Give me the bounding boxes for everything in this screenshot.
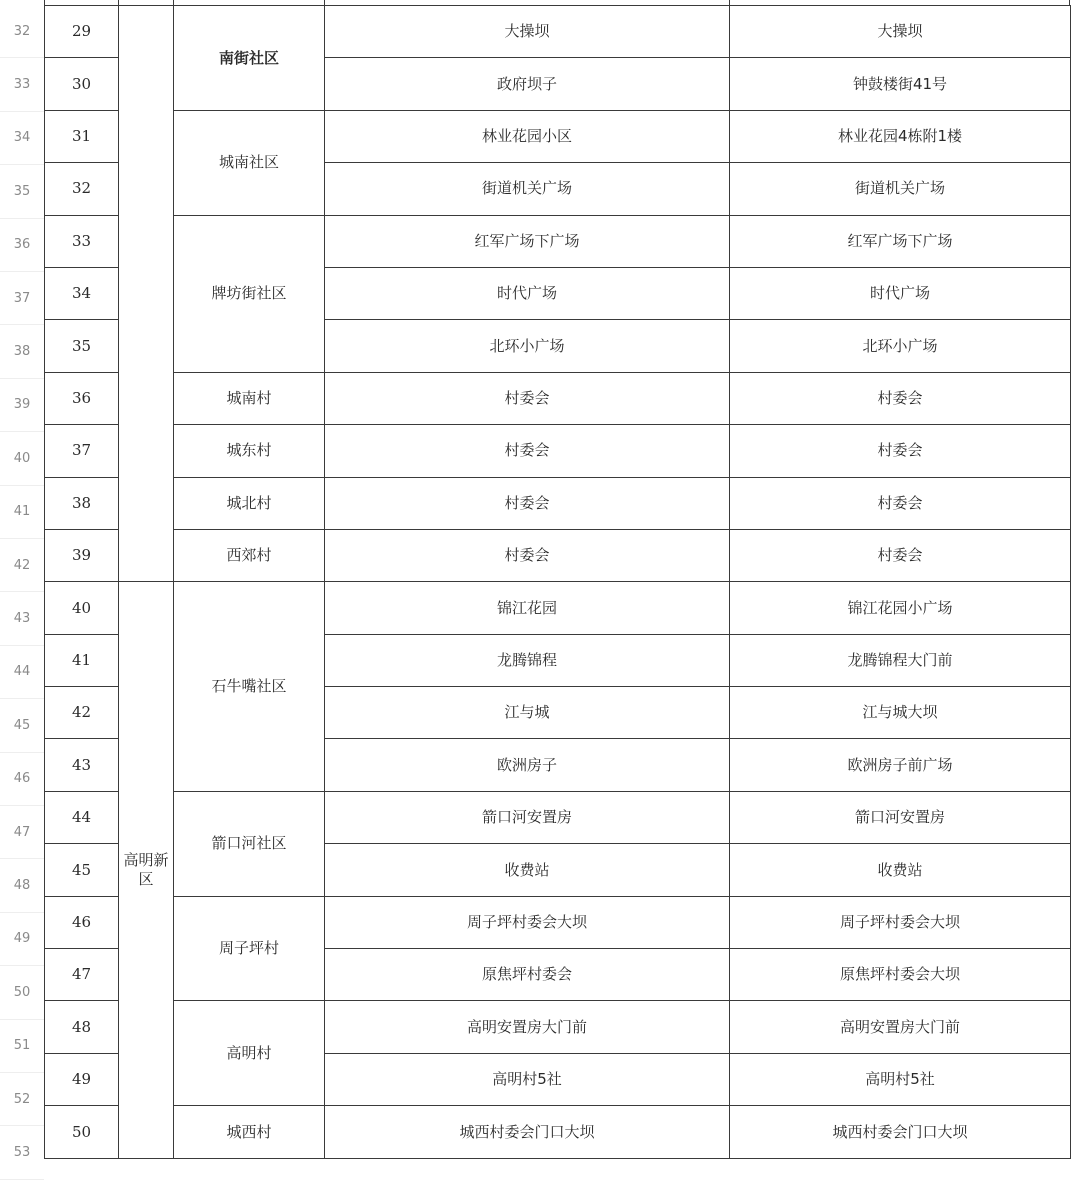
community-cell: 石牛嘴社区 (174, 582, 325, 792)
community-cell: 城北村 (174, 477, 325, 529)
area-cell: 高明新区 (119, 582, 174, 1158)
row-number: 40 (0, 432, 44, 485)
distribution-site-table (44, 5, 1071, 1159)
table-row (45, 529, 1071, 581)
site-cell: 政府坝子 (325, 58, 730, 110)
site-cell: 欧洲房子 (325, 739, 730, 791)
row-number: 38 (0, 325, 44, 378)
address-cell: 周子坪村委会大坝 (730, 896, 1071, 948)
row-number: 48 (0, 859, 44, 912)
row-number: 34 (0, 112, 44, 165)
address-cell: 大操坝 (730, 6, 1071, 58)
table-row (45, 6, 1071, 58)
row-number: 32 (0, 5, 44, 58)
address-cell: 林业花园4栋附1楼 (730, 110, 1071, 162)
site-cell: 林业花园小区 (325, 110, 730, 162)
site-cell: 时代广场 (325, 267, 730, 319)
table-row (45, 477, 1071, 529)
address-cell: 红军广场下广场 (730, 215, 1071, 267)
site-cell: 江与城 (325, 687, 730, 739)
address-cell: 高明安置房大门前 (730, 1001, 1071, 1053)
serial-number-cell: 39 (45, 529, 119, 581)
site-cell: 原焦坪村委会 (325, 949, 730, 1001)
area-cell (119, 6, 174, 582)
address-cell: 城西村委会门口大坝 (730, 1106, 1071, 1158)
row-number: 49 (0, 913, 44, 966)
serial-number-cell: 44 (45, 791, 119, 843)
community-cell: 城南村 (174, 372, 325, 424)
address-cell: 高明村5社 (730, 1053, 1071, 1105)
community-cell: 南街社区 (174, 6, 325, 111)
serial-number-cell: 34 (45, 267, 119, 319)
row-number: 35 (0, 165, 44, 218)
site-cell: 村委会 (325, 477, 730, 529)
row-number: 51 (0, 1020, 44, 1073)
site-cell: 城西村委会门口大坝 (325, 1106, 730, 1158)
table-row (45, 215, 1071, 267)
table-row (45, 582, 1071, 634)
row-number: 53 (0, 1126, 44, 1179)
address-cell: 钟鼓楼街41号 (730, 58, 1071, 110)
community-cell: 高明村 (174, 1001, 325, 1106)
row-number: 46 (0, 753, 44, 806)
site-cell: 收费站 (325, 844, 730, 896)
row-number: 37 (0, 272, 44, 325)
row-number: 45 (0, 699, 44, 752)
site-cell: 箭口河安置房 (325, 791, 730, 843)
address-cell: 村委会 (730, 477, 1071, 529)
row-number: 39 (0, 379, 44, 432)
table-row (45, 372, 1071, 424)
serial-number-cell: 31 (45, 110, 119, 162)
address-cell: 村委会 (730, 425, 1071, 477)
serial-number-cell: 29 (45, 6, 119, 58)
serial-number-cell: 48 (45, 1001, 119, 1053)
serial-number-cell: 37 (45, 425, 119, 477)
community-cell: 周子坪村 (174, 896, 325, 1001)
row-number: 44 (0, 646, 44, 699)
site-cell: 高明村5社 (325, 1053, 730, 1105)
serial-number-cell: 49 (45, 1053, 119, 1105)
serial-number-cell: 30 (45, 58, 119, 110)
site-cell: 龙腾锦程 (325, 634, 730, 686)
row-number-gutter (0, 0, 44, 1184)
community-cell: 箭口河社区 (174, 791, 325, 896)
site-cell: 村委会 (325, 425, 730, 477)
serial-number-cell: 45 (45, 844, 119, 896)
address-cell: 江与城大坝 (730, 687, 1071, 739)
site-cell: 周子坪村委会大坝 (325, 896, 730, 948)
site-cell: 红军广场下广场 (325, 215, 730, 267)
site-cell: 北环小广场 (325, 320, 730, 372)
serial-number-cell: 47 (45, 949, 119, 1001)
row-number: 36 (0, 219, 44, 272)
address-cell: 村委会 (730, 529, 1071, 581)
serial-number-cell: 40 (45, 582, 119, 634)
serial-number-cell: 32 (45, 163, 119, 215)
serial-number-cell: 33 (45, 215, 119, 267)
table-row (45, 791, 1071, 843)
row-number: 52 (0, 1073, 44, 1126)
address-cell: 北环小广场 (730, 320, 1071, 372)
table-row (45, 1001, 1071, 1053)
table-row (45, 110, 1071, 162)
row-number: 50 (0, 966, 44, 1019)
address-cell: 龙腾锦程大门前 (730, 634, 1071, 686)
serial-number-cell: 43 (45, 739, 119, 791)
table-row (45, 896, 1071, 948)
site-cell: 锦江花园 (325, 582, 730, 634)
address-cell: 原焦坪村委会大坝 (730, 949, 1071, 1001)
address-cell: 箭口河安置房 (730, 791, 1071, 843)
row-number: 42 (0, 539, 44, 592)
site-cell: 村委会 (325, 372, 730, 424)
serial-number-cell: 46 (45, 896, 119, 948)
table-row (45, 1106, 1071, 1158)
community-cell: 牌坊街社区 (174, 215, 325, 372)
serial-number-cell: 50 (45, 1106, 119, 1158)
serial-number-cell: 42 (45, 687, 119, 739)
community-cell: 城东村 (174, 425, 325, 477)
row-number: 41 (0, 486, 44, 539)
address-cell: 村委会 (730, 372, 1071, 424)
community-cell: 西郊村 (174, 529, 325, 581)
site-cell: 街道机关广场 (325, 163, 730, 215)
serial-number-cell: 36 (45, 372, 119, 424)
row-number: 43 (0, 592, 44, 645)
row-number: 47 (0, 806, 44, 859)
site-cell: 村委会 (325, 529, 730, 581)
serial-number-cell: 38 (45, 477, 119, 529)
address-cell: 锦江花园小广场 (730, 582, 1071, 634)
community-cell: 城南社区 (174, 110, 325, 215)
address-cell: 街道机关广场 (730, 163, 1071, 215)
community-cell: 城西村 (174, 1106, 325, 1158)
site-cell: 高明安置房大门前 (325, 1001, 730, 1053)
address-cell: 收费站 (730, 844, 1071, 896)
address-cell: 时代广场 (730, 267, 1071, 319)
serial-number-cell: 41 (45, 634, 119, 686)
site-cell: 大操坝 (325, 6, 730, 58)
table-row (45, 425, 1071, 477)
serial-number-cell: 35 (45, 320, 119, 372)
address-cell: 欧洲房子前广场 (730, 739, 1071, 791)
row-number: 33 (0, 58, 44, 111)
